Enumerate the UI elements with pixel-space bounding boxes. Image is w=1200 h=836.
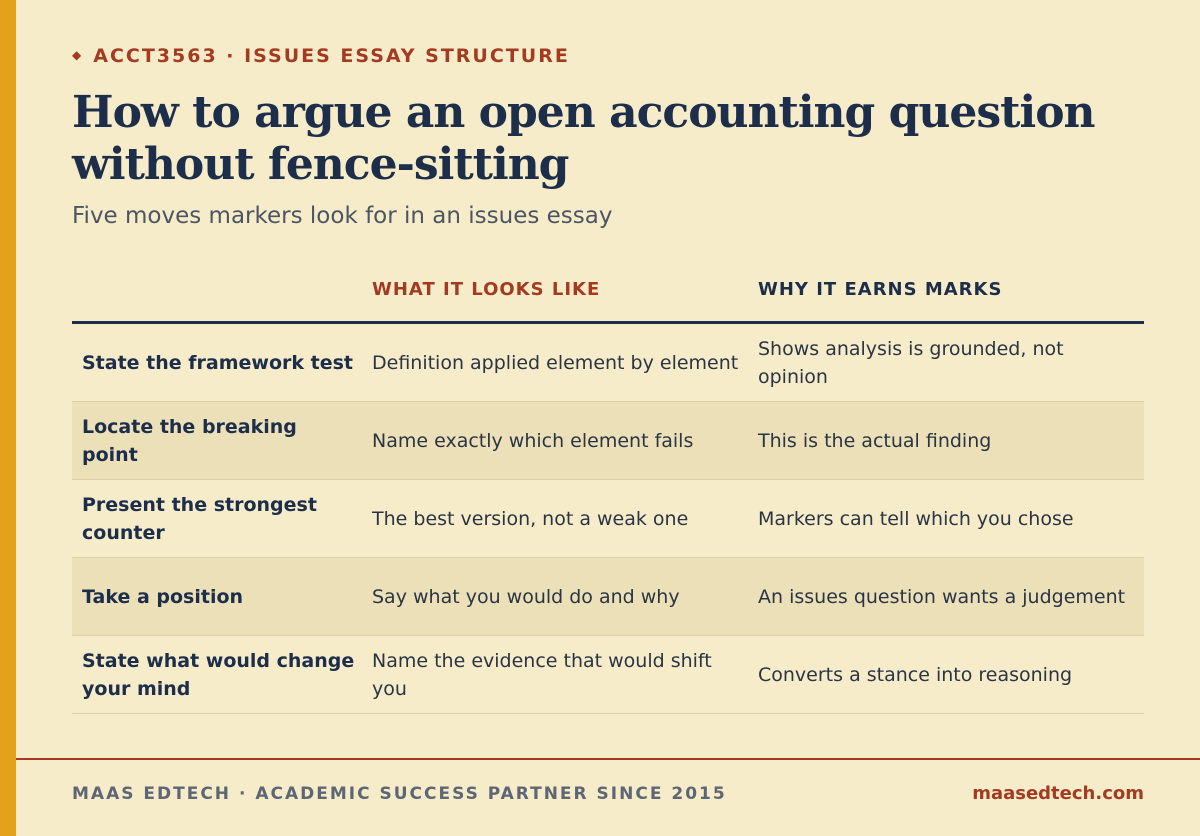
essay-moves-table: [72, 258, 1144, 714]
eyebrow-text: ACCT3563 · ISSUES ESSAY STRUCTURE: [93, 45, 570, 67]
looks-like-cell: Definition applied element by element: [362, 323, 748, 402]
move-cell: State what would change your mind: [72, 636, 362, 714]
page-subtitle: Five moves markers look for in an issues essay: [72, 203, 613, 229]
table-row: [72, 558, 1144, 636]
page-title: How to argue an open accounting question without fence-sitting: [72, 87, 1095, 190]
why-marks-cell: Converts a stance into reasoning: [748, 636, 1144, 714]
footer-divider: [16, 758, 1200, 760]
table-row: [72, 402, 1144, 480]
why-marks-cell: This is the actual finding: [748, 402, 1144, 480]
column-header-looks-like: WHAT IT LOOKS LIKE: [362, 258, 748, 323]
why-marks-cell: An issues question wants a judgement: [748, 558, 1144, 636]
table-row: [72, 480, 1144, 558]
move-cell: Present the strongest counter: [72, 480, 362, 558]
footer-website-link[interactable]: maasedtech.com: [972, 783, 1144, 804]
looks-like-cell: Say what you would do and why: [362, 558, 748, 636]
move-cell: State the framework test: [72, 323, 362, 402]
looks-like-cell: Name exactly which element fails: [362, 402, 748, 480]
left-accent-bar: [0, 0, 16, 836]
why-marks-cell: Markers can tell which you chose: [748, 480, 1144, 558]
looks-like-cell: The best version, not a weak one: [362, 480, 748, 558]
looks-like-cell: Name the evidence that would shift you: [362, 636, 748, 714]
move-cell: Take a position: [72, 558, 362, 636]
column-header-why-marks: WHY IT EARNS MARKS: [748, 258, 1144, 323]
diamond-icon: ◆: [72, 48, 84, 62]
table-header-row: [72, 258, 1144, 323]
move-cell: Locate the breaking point: [72, 402, 362, 480]
why-marks-cell: Shows analysis is grounded, not opinion: [748, 323, 1144, 402]
course-eyebrow: [72, 45, 570, 67]
footer-brand: MAAS EDTECH · ACADEMIC SUCCESS PARTNER SINCE 2015: [72, 784, 727, 804]
table-row: [72, 636, 1144, 714]
table-row: [72, 323, 1144, 402]
column-header-move: [72, 258, 362, 323]
